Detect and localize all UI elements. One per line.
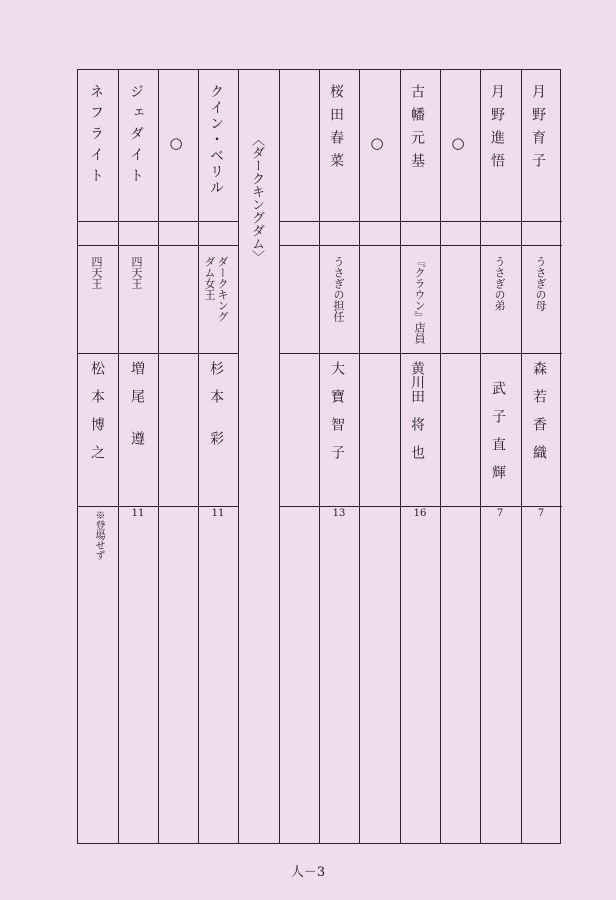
character-role: 四天王 bbox=[90, 256, 103, 289]
character-role: 『クラウン』店員 bbox=[413, 256, 426, 344]
character-name: 月野進悟 bbox=[489, 84, 505, 176]
actor-name: 森 若 香 織 bbox=[531, 361, 547, 459]
appearance-note: ※登場せず bbox=[93, 510, 104, 560]
row-rule bbox=[78, 353, 239, 354]
character-role: うさぎの弟 bbox=[493, 256, 506, 311]
episode-count: 7 bbox=[537, 508, 545, 519]
column-divider bbox=[440, 70, 441, 843]
column-divider bbox=[238, 70, 239, 843]
row-rule bbox=[78, 506, 239, 507]
character-role: うさぎの母 bbox=[534, 256, 547, 311]
episode-count: 11 bbox=[131, 508, 145, 519]
character-name: ジェダイト bbox=[128, 84, 144, 189]
column-divider bbox=[480, 70, 481, 843]
episode-count: 7 bbox=[496, 508, 504, 519]
column-divider bbox=[359, 70, 360, 843]
column-divider bbox=[319, 70, 320, 843]
page-number: 人－3 bbox=[290, 865, 326, 880]
character-name: 桜田春菜 bbox=[328, 84, 344, 176]
column-divider bbox=[198, 70, 199, 843]
episode-count: 13 bbox=[332, 508, 346, 519]
column-divider bbox=[158, 70, 159, 843]
row-rule bbox=[78, 245, 239, 246]
episode-count: 16 bbox=[413, 508, 427, 519]
column-divider bbox=[279, 70, 280, 843]
column-divider bbox=[118, 70, 119, 843]
circle-mark: ○ bbox=[368, 134, 386, 152]
character-role-line-2: ダム女王 bbox=[203, 256, 216, 300]
column-divider bbox=[521, 70, 522, 843]
character-name: 古幡元基 bbox=[409, 84, 425, 176]
circle-mark: ○ bbox=[449, 134, 467, 152]
actor-name: 杉 本 彩 bbox=[208, 361, 224, 445]
character-name: 月野育子 bbox=[530, 84, 546, 176]
character-role: うさぎの担任 bbox=[332, 256, 345, 322]
section-heading: 〈ダークキングダム〉 bbox=[249, 133, 264, 263]
row-rule bbox=[78, 221, 239, 222]
actor-name: 黄川田 将 也 bbox=[409, 361, 425, 459]
row-rule bbox=[279, 221, 562, 222]
row-rule bbox=[279, 245, 562, 246]
actor-name: 松 本 博 之 bbox=[89, 361, 105, 459]
actor-name: 増 尾 遵 bbox=[129, 361, 145, 445]
actor-name: 武 子 直 輝 bbox=[490, 381, 506, 479]
circle-mark: ○ bbox=[167, 134, 185, 152]
character-name: クイン・ベリル bbox=[208, 84, 224, 196]
character-name: ネフライト bbox=[88, 84, 104, 189]
episode-count: 11 bbox=[211, 508, 225, 519]
character-role: 四天王 bbox=[130, 256, 143, 289]
column-divider bbox=[400, 70, 401, 843]
row-rule bbox=[279, 506, 562, 507]
actor-name: 大 寶 智 子 bbox=[329, 361, 345, 459]
cast-table bbox=[77, 69, 561, 844]
row-rule bbox=[279, 353, 562, 354]
character-role-line-1: ダークキング bbox=[216, 256, 229, 322]
